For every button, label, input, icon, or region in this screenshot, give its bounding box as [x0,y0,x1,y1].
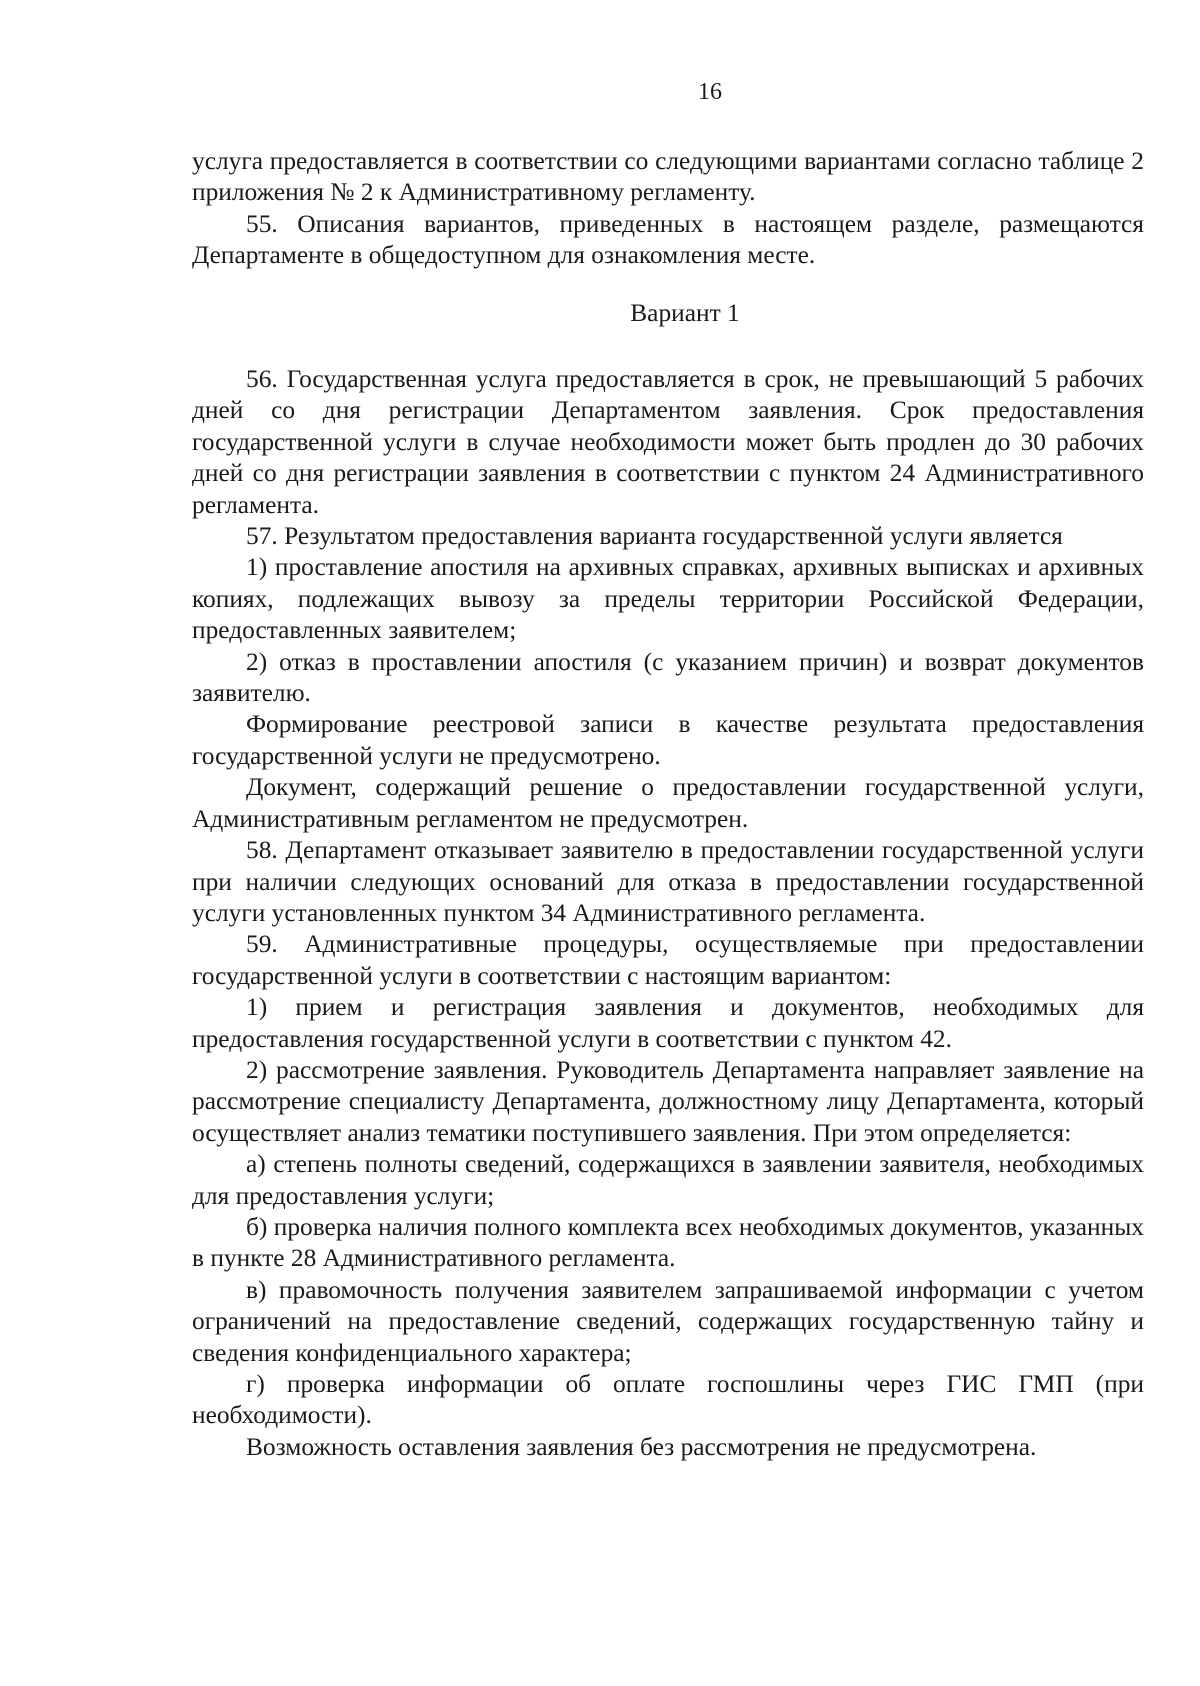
paragraph-58: 58. Департамент отказывает заявителю в предоставлении государственной услуги при наличии следующих оснований для отказа в предоставлении государственной услуги установленных пунктом 34 Административного регламента. [192,836,1144,927]
paragraph-no-dismissal: Возможность оставления заявления без рассмотрения не предусмотрена. [246,1432,1037,1461]
section-heading: Вариант 1 [630,299,740,327]
list-item-59-2-b: б) проверка наличия полного комплекта всех необходимых документов, указанных в пункте 28 Административного регламента. [192,1212,1144,1273]
list-item-57-2: 2) отказ в проставлении апостиля (с указанием причин) и возврат документов заявителю. [192,647,1144,708]
paragraph-decision-document: Документ, содержащий решение о предоставлении государственной услуги, Административным регламентом не предусмотрен. [192,773,1144,833]
list-item-59-2: 2) рассмотрение заявления. Руководитель Департамента направляет заявление на рассмотрение специалисту Департамента, должностному лицу Департамента, который осуществляет анализ тематики поступившего заявления. При этом определяется: [192,1055,1144,1147]
paragraph-59: 59. Административные процедуры, осуществляемые при предоставлении государственной услуги в соответствии с настоящим вариантом: [192,930,1144,990]
list-item-59-2-v: в) правомочность получения заявителем запрашиваемой информации с учетом ограничений на предоставление сведений, содержащих государственную тайну и сведения конфиденциального характера; [192,1275,1144,1367]
list-item-59-1: 1) прием и регистрация заявления и документов, необходимых для предоставления государственной услуги в соответствии с пунктом 42. [192,993,1144,1053]
list-item-59-2-a: а) степень полноты сведений, содержащихся в заявлении заявителя, необходимых для предоставления услуги; [192,1150,1144,1210]
list-item-59-2-g: г) проверка информации об оплате госпошлины через ГИС ГМП (при необходимости). [192,1370,1144,1430]
paragraph-57: 57. Результатом предоставления варианта государственной услуги является [246,522,1063,551]
main-text-block [192,364,1144,1463]
paragraph-registry-record: Формирование реестровой записи в качестве результата предоставления государственной услуги не предусмотрено. [192,710,1144,770]
list-item-57-1: 1) проставление апостиля на архивных справках, архивных выписках и архивных копиях, подлежащих вывозу за пределы территории Российской Федерации, предоставленных заявителем; [192,553,1144,645]
paragraph-55: 55. Описания вариантов, приведенных в настоящем разделе, размещаются Департаменте в общедоступном для ознакомления месте. [192,209,1144,270]
paragraph-56: 56. Государственная услуга предоставляется в срок, не превышающий 5 рабочих дней со дня регистрации Департаментом заявления. Срок предоставления государственной услуги в случае необходимости может быть продлен до 30 рабочих дней со дня регистрации заявления в соответствии с пунктом 24 Административного регламента. [192,365,1144,519]
page-number: 16 [698,79,722,105]
paragraph-continuation: услуга предоставляется в соответствии со следующими вариантами согласно таблице 2 приложения № 2 к Административному регламенту. [192,147,1144,207]
intro-text-block [192,146,1144,272]
